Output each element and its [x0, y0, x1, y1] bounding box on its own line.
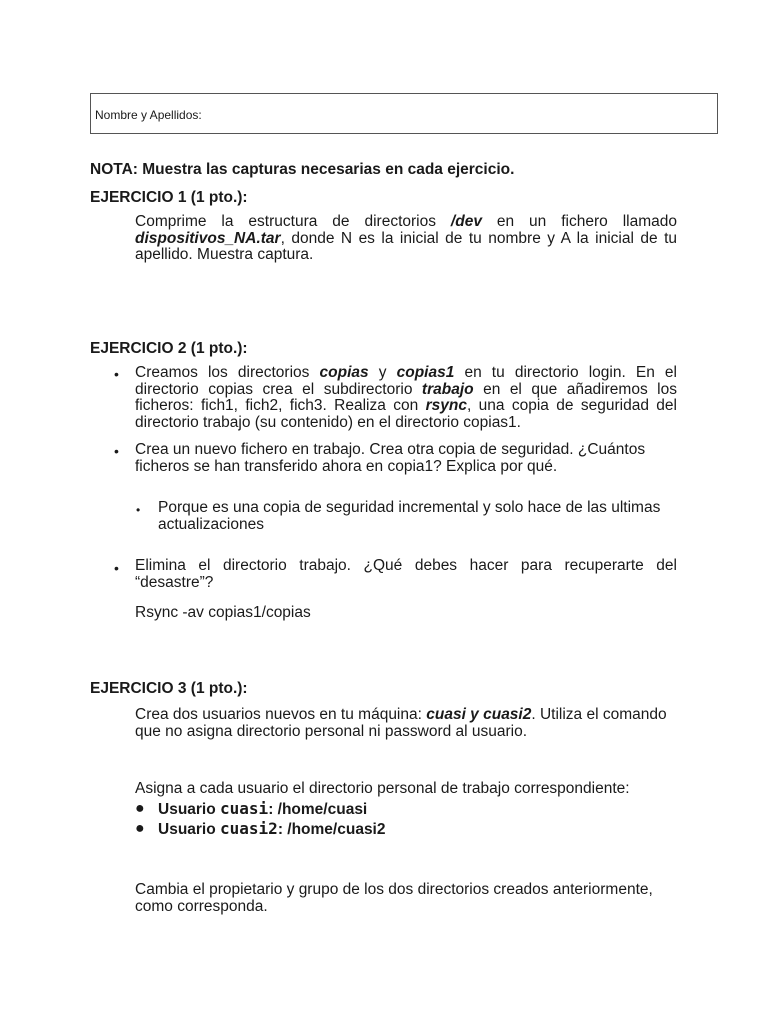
ejercicio-3-paragraph-2: Asigna a cada usuario el directorio personal de trabajo correspondiente:: [135, 780, 630, 797]
ejercicio-2-item-2: Crea un nuevo fichero en trabajo. Crea otra copia de seguridad. ¿Cuántos ficheros se han transferido ahora en copia1? Explica por qué.: [135, 441, 646, 475]
ejercicio-2-answer-3: Rsync -av copias1/copias: [135, 604, 311, 621]
name-field-box: [90, 93, 718, 134]
ejercicio-3-user-2: Usuario cuasi2: /home/cuasi2: [158, 819, 386, 838]
bullet-icon: •: [114, 443, 119, 459]
ejercicio-2-title: EJERCICIO 2 (1 pto.):: [90, 340, 248, 357]
ejercicio-3-paragraph-1: Crea dos usuarios nuevos en tu máquina: cuasi y cuasi2. Utiliza el comando que no asigna directorio personal ni password al usuario.: [135, 706, 667, 740]
bullet-icon: ●: [135, 800, 145, 817]
nota-text: NOTA: Muestra las capturas necesarias en cada ejercicio.: [90, 161, 515, 178]
bullet-icon: ●: [135, 820, 145, 837]
ejercicio-1-title: EJERCICIO 1 (1 pto.):: [90, 189, 248, 206]
name-label: Nombre y Apellidos:: [95, 108, 202, 122]
ejercicio-1-statement: Comprime la estructura de directorios /dev en un fichero llamado dispositivos_NA.tar, donde N es la inicial de tu nombre y A la inicial de tu apellido. Muestra captura.: [135, 213, 677, 263]
ejercicio-3-title: EJERCICIO 3 (1 pto.):: [90, 680, 248, 697]
ejercicio-3-paragraph-3: Cambia el propietario y grupo de los dos directorios creados anteriormente, como corresponda.: [135, 881, 653, 915]
bullet-icon: •: [114, 366, 119, 382]
ejercicio-3-user-1: Usuario cuasi: /home/cuasi: [158, 799, 368, 818]
bullet-icon: •: [114, 560, 119, 576]
bullet-icon: •: [136, 503, 141, 517]
ejercicio-2-item-1: Creamos los directorios copias y copias1 en tu directorio login. En el directorio copias crea el subdirectorio trabajo en el que añadiremos los ficheros: fich1, fich2, fich3. Realiza con rsync, una copia de seguridad del directorio trabajo (su contenido) en el directorio copias1.: [135, 364, 677, 431]
ejercicio-2-answer-2: Porque es una copia de seguridad incremental y solo hace de las ultimas actualizaciones: [158, 499, 661, 533]
ejercicio-2-item-3: Elimina el directorio trabajo. ¿Qué debes hacer para recuperarte del “desastre”?: [135, 557, 677, 591]
